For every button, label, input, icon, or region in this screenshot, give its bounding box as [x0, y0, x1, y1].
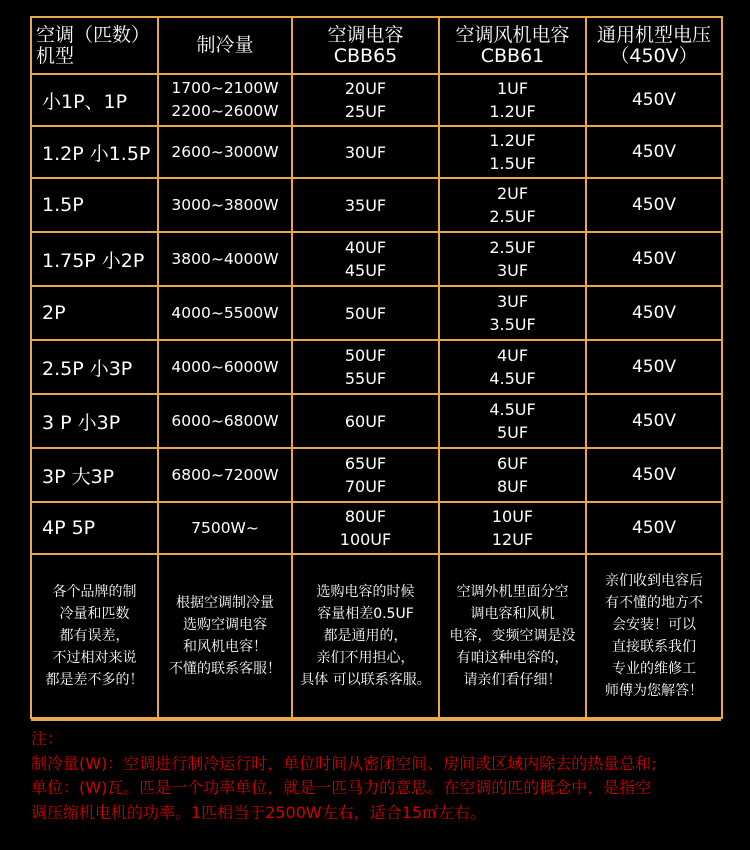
fan-capacitor-cell: [439, 448, 586, 502]
fan-capacitor-cell: [439, 74, 586, 126]
cell-line: 3000~3800W: [171, 195, 279, 214]
fan-capacitor-cell: [439, 232, 586, 286]
model-cell: 1.2P 小1.5P: [31, 126, 158, 178]
cell-line: 请亲们看仔细！: [463, 672, 562, 688]
cell-line: 50UF: [344, 346, 387, 365]
note-cell: [31, 554, 158, 718]
cooling-cell: [158, 232, 292, 286]
cell-line: 有不懂的地方不: [605, 595, 703, 611]
cell-line: 空调外机里面分空: [456, 584, 569, 600]
cell-line: 1.5UF: [489, 154, 536, 173]
cell-line: 具体 可以联系客服。: [300, 672, 431, 688]
voltage-cell: 450V: [586, 394, 722, 448]
cell-line: 4UF: [496, 346, 529, 365]
table-row: [31, 126, 722, 178]
cell-line: 4000~5500W: [171, 303, 279, 322]
cooling-cell: [158, 394, 292, 448]
cell-line: 都是差不多的！: [45, 672, 144, 688]
note-cell: [439, 554, 586, 718]
cell-line: CBB61: [480, 44, 545, 67]
cell-line: 直接联系我们: [612, 639, 696, 655]
cell-line: 40UF: [344, 238, 387, 257]
cell-line: 亲们不用担心，: [316, 650, 415, 666]
cell-line: 2.5UF: [489, 238, 536, 257]
cell-line: 2600~3000W: [171, 142, 279, 161]
cell-line: 55UF: [344, 369, 387, 388]
cell-line: 3UF: [496, 292, 529, 311]
cell-line: 不懂的联系客服！: [169, 661, 281, 677]
cell-line: （450V）: [610, 44, 698, 67]
footnote: [31, 719, 721, 825]
note-cell: [158, 554, 292, 718]
footnote-line: 调压缩机电机的功率。1匹相当于2500W左右，适合15㎡左右。: [31, 802, 487, 822]
cell-line: 70UF: [344, 477, 387, 496]
cell-line: 6UF: [496, 454, 529, 473]
cell-line: 师傅为您解答！: [605, 683, 703, 699]
model-cell: 小1P、1P: [31, 74, 158, 126]
capacitor-cell: [292, 178, 439, 232]
capacitor-cell: [292, 232, 439, 286]
cell-line: 4000~6000W: [171, 357, 279, 376]
model-cell: 4P 5P: [31, 502, 158, 554]
model-cell: 3P 大3P: [31, 448, 158, 502]
cell-line: 会安装！可以: [612, 617, 696, 633]
cell-line: 都是通用的，: [323, 628, 408, 644]
cell-line: 3UF: [496, 261, 529, 280]
cooling-cell: [158, 178, 292, 232]
fan-capacitor-cell: [439, 126, 586, 178]
table-row: [31, 448, 722, 502]
header-voltage: [586, 17, 722, 74]
table-row: [31, 340, 722, 394]
model-cell: 1.75P 小2P: [31, 232, 158, 286]
cell-line: 1700~2100W: [171, 79, 279, 97]
table-row: [31, 286, 722, 340]
notes-row: [31, 554, 722, 718]
model-cell: 2P: [31, 286, 158, 340]
voltage-cell: 450V: [586, 126, 722, 178]
cell-line: 10UF: [491, 507, 534, 526]
cooling-cell: [158, 74, 292, 126]
cell-line: 1.2UF: [489, 131, 536, 150]
cell-line: 电容，变频空调是没: [449, 628, 576, 644]
header-row: [31, 17, 722, 74]
cooling-cell: [158, 340, 292, 394]
cell-line: 2200~2600W: [171, 102, 279, 120]
cell-line: 12UF: [491, 530, 534, 549]
cooling-cell: [158, 286, 292, 340]
cell-line: 25UF: [344, 102, 387, 121]
footnote-line: 注：: [31, 729, 64, 748]
cell-line: 3800~4000W: [171, 249, 279, 268]
cell-line: 容量相差0.5UF: [317, 606, 414, 622]
cell-line: 7500W~: [191, 518, 259, 537]
cell-line: 60UF: [344, 411, 387, 431]
cell-line: 5UF: [496, 423, 529, 442]
cell-line: 4.5UF: [489, 369, 536, 388]
cell-line: 空调（匹数）: [36, 23, 151, 46]
cell-line: 20UF: [344, 79, 387, 98]
capacitor-cell: [292, 126, 439, 178]
voltage-cell: 450V: [586, 286, 722, 340]
cell-line: 根据空调制冷量: [176, 595, 274, 611]
cell-line: 选购电容的时候: [316, 584, 415, 600]
table-row: [31, 232, 722, 286]
cell-line: 亲们收到电容后: [605, 573, 703, 589]
cell-line: 调电容和风机: [470, 606, 555, 622]
cell-line: 100UF: [339, 530, 392, 549]
cell-line: 35UF: [344, 195, 387, 215]
header-fan-capacitor: [439, 17, 586, 74]
cell-line: 3.5UF: [489, 315, 536, 334]
voltage-cell: 450V: [586, 502, 722, 554]
cell-line: 6000~6800W: [171, 411, 279, 430]
cell-line: CBB65: [333, 44, 398, 67]
cell-line: 50UF: [344, 303, 387, 323]
header-capacitor: [292, 17, 439, 74]
table-row: [31, 394, 722, 448]
capacitor-cell: [292, 340, 439, 394]
header-model: [31, 17, 158, 74]
capacitor-cell: [292, 394, 439, 448]
fan-capacitor-cell: [439, 178, 586, 232]
fan-capacitor-cell: [439, 502, 586, 554]
note-cell: [586, 554, 722, 718]
cell-line: 1UF: [496, 79, 529, 98]
voltage-cell: 450V: [586, 232, 722, 286]
cell-line: 通用机型电压: [596, 23, 711, 46]
voltage-cell: 450V: [586, 74, 722, 126]
cell-line: 和风机电容！: [183, 639, 267, 655]
table-row: [31, 74, 722, 126]
model-cell: 2.5P 小3P: [31, 340, 158, 394]
capacitor-cell: [292, 448, 439, 502]
cell-line: 80UF: [344, 507, 387, 526]
cell-line: 各个品牌的制: [52, 584, 137, 600]
fan-capacitor-cell: [439, 340, 586, 394]
table-row: [31, 502, 722, 554]
capacitor-cell: [292, 286, 439, 340]
cell-line: 2.5UF: [489, 207, 536, 226]
cell-line: 1.2UF: [489, 102, 536, 121]
footnote-line: 制冷量(W)：空调进行制冷运行时，单位时间从密闭空间、房间或区域内除去的热量总和;: [31, 753, 657, 773]
capacitor-spec-table: [30, 16, 723, 719]
cell-line: 冷量和匹数: [59, 606, 130, 622]
cell-line: 65UF: [344, 454, 387, 473]
cooling-cell: [158, 502, 292, 554]
cell-line: 2UF: [496, 184, 529, 203]
cell-line: 4.5UF: [489, 400, 536, 419]
voltage-cell: 450V: [586, 448, 722, 502]
cooling-cell: [158, 126, 292, 178]
table-row: [31, 178, 722, 232]
cell-line: 专业的维修工: [612, 661, 696, 677]
cell-line: 6800~7200W: [171, 465, 279, 484]
cell-line: 选购空调电容: [183, 617, 267, 633]
cooling-cell: [158, 448, 292, 502]
cell-line: 空调风机电容: [455, 23, 570, 46]
cell-line: 8UF: [496, 477, 529, 496]
cell-line: 空调电容: [327, 23, 404, 46]
header-cooling: [158, 17, 292, 74]
voltage-cell: 450V: [586, 178, 722, 232]
model-cell: 1.5P: [31, 178, 158, 232]
model-cell: 3 P 小3P: [31, 394, 158, 448]
voltage-cell: 450V: [586, 340, 722, 394]
cell-line: 有咱这种电容的，: [456, 650, 569, 666]
note-cell: [292, 554, 439, 718]
cell-line: 机型: [36, 44, 75, 67]
cell-line: 制冷量: [196, 34, 254, 56]
cell-line: 不过相对来说: [52, 650, 137, 666]
cell-line: 30UF: [344, 142, 387, 162]
capacitor-cell: [292, 502, 439, 554]
fan-capacitor-cell: [439, 286, 586, 340]
capacitor-cell: [292, 74, 439, 126]
footnote-line: 单位：(W)瓦。匹是一个功率单位，就是一匹马力的意思。在空调的匹的概念中，是指空: [31, 778, 652, 797]
fan-capacitor-cell: [439, 394, 586, 448]
cell-line: 45UF: [344, 261, 387, 280]
cell-line: 都有误差，: [59, 628, 130, 644]
